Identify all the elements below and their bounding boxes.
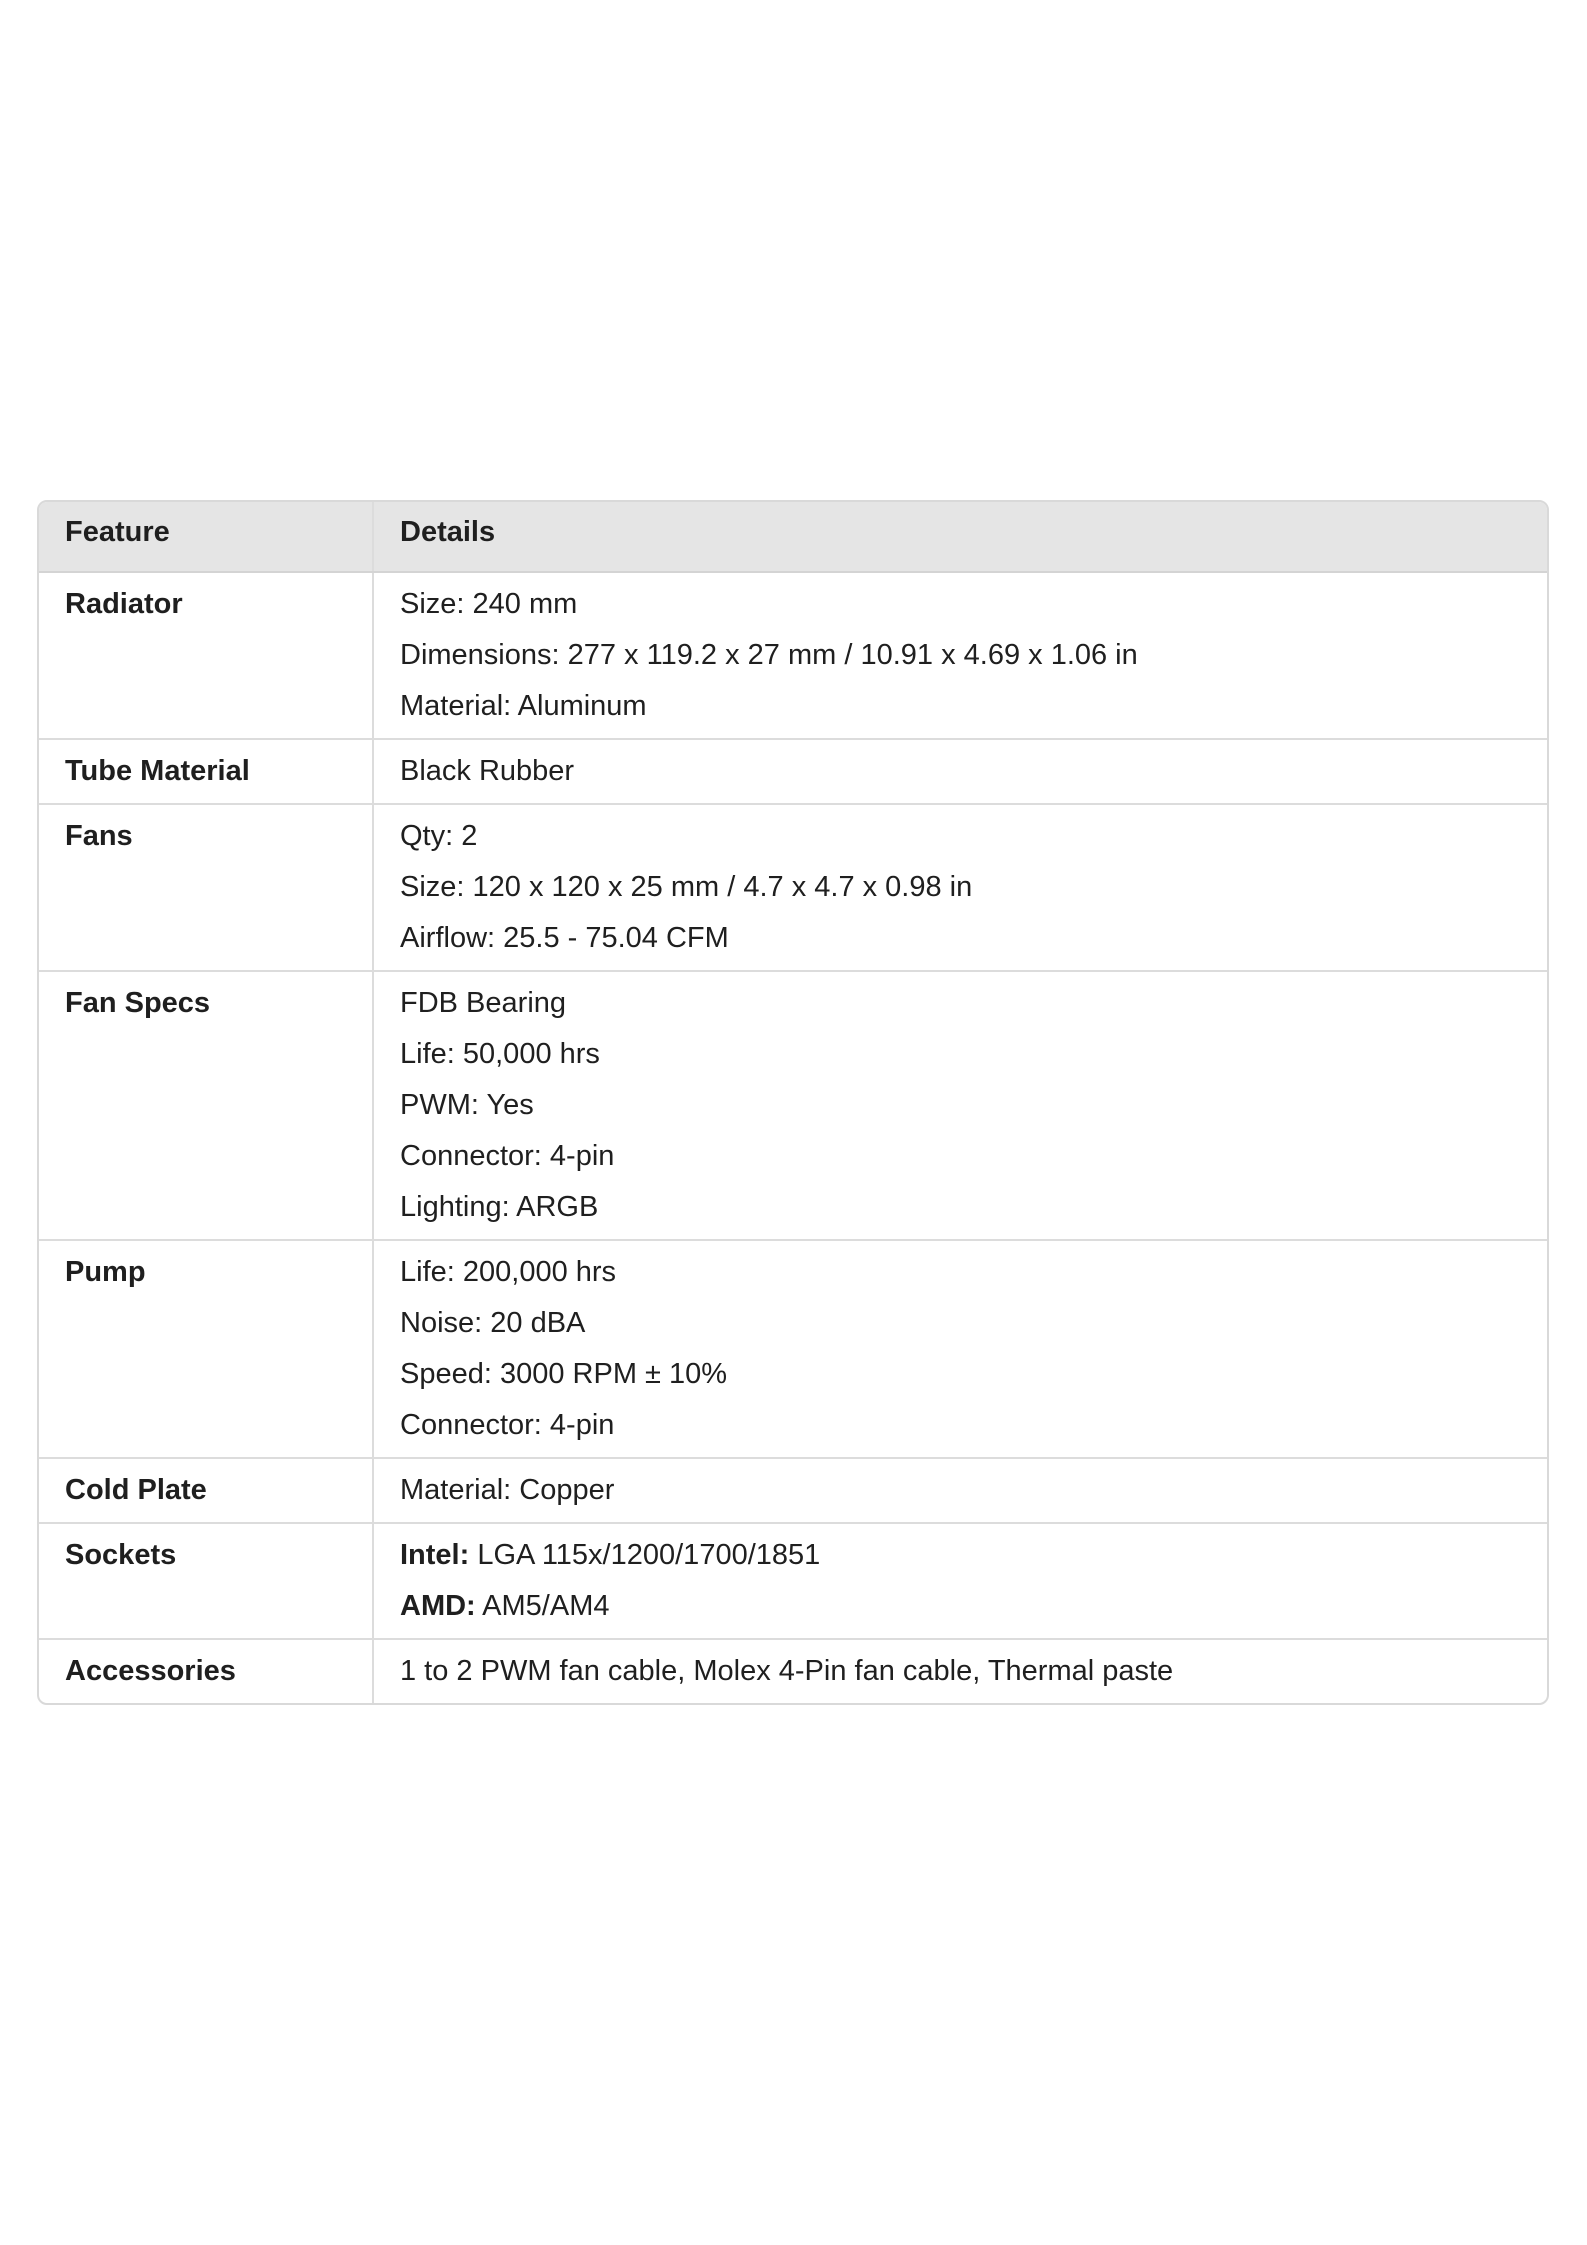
detail-line: Lighting: ARGB	[400, 1191, 599, 1223]
table-row	[39, 1639, 1547, 1703]
detail-line: 1 to 2 PWM fan cable, Molex 4-Pin fan cable, Thermal paste	[400, 1655, 1174, 1687]
detail-line: Size: 120 x 120 x 25 mm / 4.7 x 4.7 x 0.98 in	[400, 871, 973, 903]
header-feature: Feature	[39, 502, 373, 572]
table-row	[39, 1240, 1547, 1458]
table-row	[39, 1458, 1547, 1523]
details-cell	[373, 1523, 1547, 1639]
table-row	[39, 739, 1547, 804]
detail-line: Qty: 2	[400, 820, 478, 852]
detail-line: Size: 240 mm	[400, 588, 578, 620]
feature-cell: Pump	[39, 1240, 373, 1458]
feature-cell: Accessories	[39, 1639, 373, 1703]
table-row	[39, 971, 1547, 1240]
detail-line: Connector: 4-pin	[400, 1140, 615, 1172]
feature-cell: Sockets	[39, 1523, 373, 1639]
detail-line: Dimensions: 277 x 119.2 x 27 mm / 10.91 x 4.69 x 1.06 in	[400, 639, 1138, 671]
feature-cell: Tube Material	[39, 739, 373, 804]
detail-line: Airflow: 25.5 - 75.04 CFM	[400, 922, 729, 954]
details-cell	[373, 971, 1547, 1240]
detail-line: Material: Aluminum	[400, 690, 647, 722]
spec-table-container	[37, 500, 1549, 1705]
table-header-row	[39, 502, 1547, 572]
detail-line: Noise: 20 dBA	[400, 1307, 586, 1339]
detail-label: Intel:	[400, 1539, 470, 1571]
feature-cell: Cold Plate	[39, 1458, 373, 1523]
details-cell	[373, 1240, 1547, 1458]
details-cell	[373, 1458, 1547, 1523]
detail-line	[400, 1530, 1523, 1581]
details-cell	[373, 1639, 1547, 1703]
detail-value: AM5/AM4	[475, 1590, 610, 1622]
detail-label: AMD:	[400, 1590, 476, 1622]
detail-line: Life: 200,000 hrs	[400, 1256, 617, 1288]
feature-cell: Fan Specs	[39, 971, 373, 1240]
detail-line: Material: Copper	[400, 1474, 615, 1506]
detail-line	[400, 1581, 1523, 1632]
table-row	[39, 804, 1547, 971]
table-row	[39, 572, 1547, 739]
details-cell	[373, 572, 1547, 739]
detail-line: Black Rubber	[400, 755, 575, 787]
detail-line: FDB Bearing	[400, 987, 567, 1019]
header-details: Details	[373, 502, 1547, 572]
feature-cell: Fans	[39, 804, 373, 971]
detail-line: Life: 50,000 hrs	[400, 1038, 600, 1070]
details-cell	[373, 739, 1547, 804]
detail-value: LGA 115x/1200/1700/1851	[469, 1539, 821, 1571]
spec-table	[39, 502, 1547, 1703]
details-cell	[373, 804, 1547, 971]
table-row	[39, 1523, 1547, 1639]
detail-line: Connector: 4-pin	[400, 1409, 615, 1441]
detail-line: PWM: Yes	[400, 1089, 534, 1121]
detail-line: Speed: 3000 RPM ± 10%	[400, 1358, 728, 1390]
feature-cell: Radiator	[65, 588, 183, 620]
